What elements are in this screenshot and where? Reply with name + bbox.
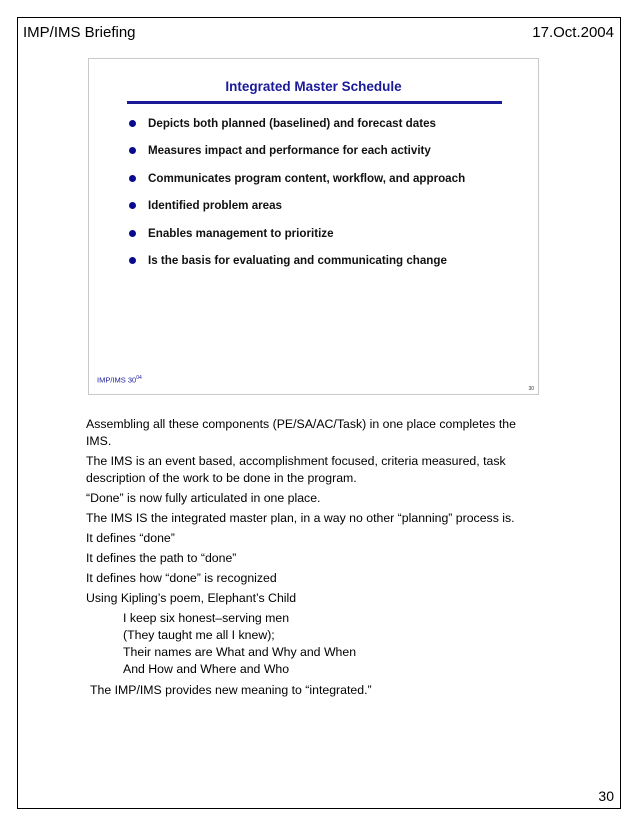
page-number: 30 [598,788,614,804]
bullet-item [127,199,465,226]
slide-footer-superscript: 04 [136,375,142,381]
poem-line: (They taught me all I knew); [123,628,275,642]
notes-paragraph: “Done” is now fully articulated in one place. [86,491,321,505]
bullet-item [127,227,465,254]
bullet-dot-icon [129,175,136,182]
poem-line: I keep six honest–serving men [123,611,290,625]
bullet-dot-icon [129,202,136,209]
bullet-item [127,254,465,281]
notes-paragraph: The IMS is an event based, accomplishment focused, criteria measured, task description of the work to be done in the program. [86,454,506,485]
header-date: 17.Oct.2004 [532,24,614,41]
slide-number: 30 [528,386,534,392]
slide-title: Integrated Master Schedule [225,79,402,94]
notes-paragraph: It defines “done” [86,531,175,545]
slide-footer-label [97,375,142,385]
poem-line: And How and Where and Who [123,662,290,676]
poem-line: Their names are What and Why and When [123,645,357,659]
bullet-dot-icon [129,147,136,154]
bullet-dot-icon [129,230,136,237]
bullet-dot-icon [129,120,136,127]
bullet-item [127,144,465,171]
bullet-text: Is the basis for evaluating and communicating change [148,253,447,267]
speaker-notes [86,416,536,702]
bullet-text: Depicts both planned (baselined) and forecast dates [148,117,436,130]
notes-paragraph: It defines how “done” is recognized [86,571,277,585]
notes-paragraph: It defines the path to “done” [86,551,237,565]
bullet-text: Identified problem areas [148,199,283,213]
notes-closing: The IMP/IMS provides new meaning to “integrated.” [90,683,372,697]
notes-paragraph: Using Kipling’s poem, Elephant’s Child [86,591,297,605]
bullet-text: Measures impact and performance for each activity [148,144,431,158]
slide-thumbnail [88,58,539,395]
bullet-dot-icon [129,257,136,264]
slide-footer-text: IMP/IMS 30 [97,375,137,385]
slide-bullet-list [127,117,465,281]
bullet-text: Communicates program content, workflow, and approach [148,171,466,185]
bullet-item [127,172,465,199]
bullet-item [127,117,465,144]
bullet-text: Enables management to prioritize [148,226,334,240]
slide-title-rule [127,101,502,104]
notes-paragraph: The IMS IS the integrated master plan, in a way no other “planning” process is. [86,511,515,525]
notes-paragraph: Assembling all these components (PE/SA/AC/Task) in one place completes the IMS. [86,417,516,448]
header-title: IMP/IMS Briefing [23,24,136,41]
